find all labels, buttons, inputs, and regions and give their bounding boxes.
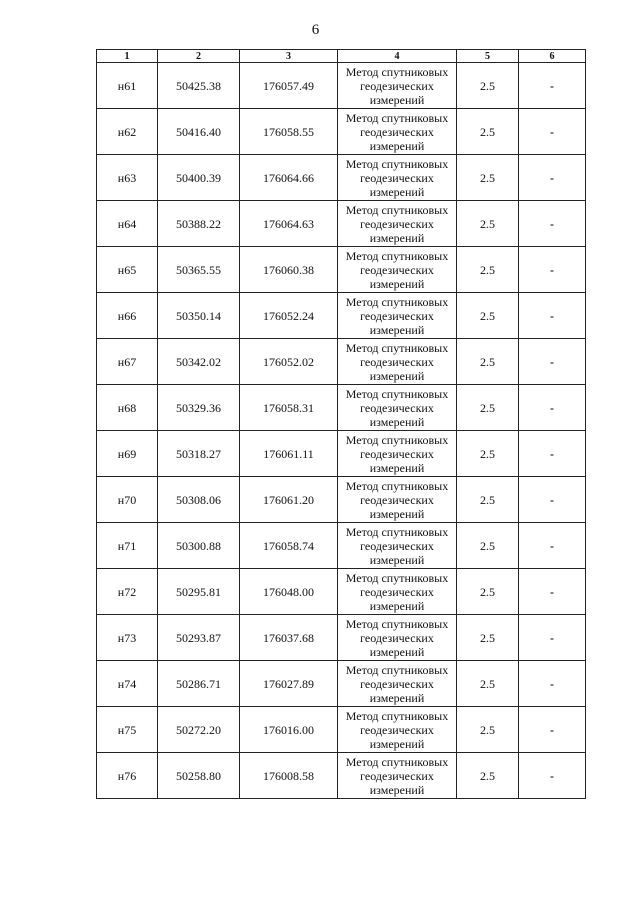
note-cell: -	[519, 155, 586, 201]
point-id-cell: н70	[97, 477, 158, 523]
note-cell: -	[519, 753, 586, 799]
x-coordinate-cell: 50400.39	[158, 155, 240, 201]
point-id-cell: н73	[97, 615, 158, 661]
point-id-cell: н64	[97, 201, 158, 247]
x-coordinate-cell: 50300.88	[158, 523, 240, 569]
y-coordinate-cell: 176037.68	[240, 615, 338, 661]
table-row	[97, 293, 586, 339]
method-cell: Метод спутниковых геодезических измерений	[338, 615, 457, 661]
table-header-row	[97, 50, 586, 63]
method-cell: Метод спутниковых геодезических измерений	[338, 707, 457, 753]
table-row	[97, 753, 586, 799]
x-coordinate-cell: 50318.27	[158, 431, 240, 477]
y-coordinate-cell: 176052.24	[240, 293, 338, 339]
note-cell: -	[519, 201, 586, 247]
accuracy-cell: 2.5	[457, 661, 519, 707]
table-row	[97, 707, 586, 753]
point-id-cell: н69	[97, 431, 158, 477]
method-cell: Метод спутниковых геодезических измерений	[338, 753, 457, 799]
table-row	[97, 477, 586, 523]
accuracy-cell: 2.5	[457, 615, 519, 661]
y-coordinate-cell: 176027.89	[240, 661, 338, 707]
note-cell: -	[519, 339, 586, 385]
x-coordinate-cell: 50350.14	[158, 293, 240, 339]
table-row	[97, 109, 586, 155]
method-cell: Метод спутниковых геодезических измерений	[338, 247, 457, 293]
y-coordinate-cell: 176008.58	[240, 753, 338, 799]
note-cell: -	[519, 431, 586, 477]
accuracy-cell: 2.5	[457, 477, 519, 523]
method-cell: Метод спутниковых геодезических измерений	[338, 385, 457, 431]
accuracy-cell: 2.5	[457, 753, 519, 799]
accuracy-cell: 2.5	[457, 385, 519, 431]
method-cell: Метод спутниковых геодезических измерений	[338, 661, 457, 707]
method-cell: Метод спутниковых геодезических измерений	[338, 293, 457, 339]
accuracy-cell: 2.5	[457, 293, 519, 339]
table-row	[97, 63, 586, 109]
point-id-cell: н66	[97, 293, 158, 339]
note-cell: -	[519, 293, 586, 339]
x-coordinate-cell: 50308.06	[158, 477, 240, 523]
note-cell: -	[519, 707, 586, 753]
column-header: 6	[519, 50, 586, 63]
y-coordinate-cell: 176057.49	[240, 63, 338, 109]
y-coordinate-cell: 176064.66	[240, 155, 338, 201]
note-cell: -	[519, 477, 586, 523]
x-coordinate-cell: 50365.55	[158, 247, 240, 293]
point-id-cell: н75	[97, 707, 158, 753]
accuracy-cell: 2.5	[457, 63, 519, 109]
y-coordinate-cell: 176052.02	[240, 339, 338, 385]
method-cell: Метод спутниковых геодезических измерений	[338, 155, 457, 201]
point-id-cell: н71	[97, 523, 158, 569]
note-cell: -	[519, 109, 586, 155]
x-coordinate-cell: 50272.20	[158, 707, 240, 753]
point-id-cell: н63	[97, 155, 158, 201]
method-cell: Метод спутниковых геодезических измерений	[338, 431, 457, 477]
column-header: 1	[97, 50, 158, 63]
y-coordinate-cell: 176058.74	[240, 523, 338, 569]
y-coordinate-cell: 176061.20	[240, 477, 338, 523]
x-coordinate-cell: 50293.87	[158, 615, 240, 661]
method-cell: Метод спутниковых геодезических измерений	[338, 201, 457, 247]
method-cell: Метод спутниковых геодезических измерений	[338, 339, 457, 385]
table-row	[97, 201, 586, 247]
table-row	[97, 661, 586, 707]
note-cell: -	[519, 523, 586, 569]
method-cell: Метод спутниковых геодезических измерений	[338, 569, 457, 615]
y-coordinate-cell: 176060.38	[240, 247, 338, 293]
table-row	[97, 339, 586, 385]
accuracy-cell: 2.5	[457, 201, 519, 247]
point-id-cell: н67	[97, 339, 158, 385]
x-coordinate-cell: 50286.71	[158, 661, 240, 707]
point-id-cell: н61	[97, 63, 158, 109]
note-cell: -	[519, 569, 586, 615]
table-row	[97, 247, 586, 293]
point-id-cell: н62	[97, 109, 158, 155]
accuracy-cell: 2.5	[457, 523, 519, 569]
page-number: 6	[311, 22, 320, 38]
accuracy-cell: 2.5	[457, 707, 519, 753]
column-header: 2	[158, 50, 240, 63]
x-coordinate-cell: 50388.22	[158, 201, 240, 247]
x-coordinate-cell: 50295.81	[158, 569, 240, 615]
note-cell: -	[519, 247, 586, 293]
accuracy-cell: 2.5	[457, 569, 519, 615]
y-coordinate-cell: 176064.63	[240, 201, 338, 247]
column-header: 4	[338, 50, 457, 63]
note-cell: -	[519, 615, 586, 661]
method-cell: Метод спутниковых геодезических измерений	[338, 477, 457, 523]
x-coordinate-cell: 50342.02	[158, 339, 240, 385]
table-row	[97, 155, 586, 201]
x-coordinate-cell: 50425.38	[158, 63, 240, 109]
column-header: 3	[240, 50, 338, 63]
method-cell: Метод спутниковых геодезических измерений	[338, 523, 457, 569]
point-id-cell: н76	[97, 753, 158, 799]
accuracy-cell: 2.5	[457, 109, 519, 155]
point-id-cell: н72	[97, 569, 158, 615]
point-id-cell: н65	[97, 247, 158, 293]
point-id-cell: н74	[97, 661, 158, 707]
table-row	[97, 385, 586, 431]
x-coordinate-cell: 50416.40	[158, 109, 240, 155]
accuracy-cell: 2.5	[457, 247, 519, 293]
y-coordinate-cell: 176048.00	[240, 569, 338, 615]
note-cell: -	[519, 661, 586, 707]
method-cell: Метод спутниковых геодезических измерений	[338, 63, 457, 109]
table-body	[97, 63, 586, 799]
x-coordinate-cell: 50329.36	[158, 385, 240, 431]
x-coordinate-cell: 50258.80	[158, 753, 240, 799]
accuracy-cell: 2.5	[457, 339, 519, 385]
table-row	[97, 569, 586, 615]
y-coordinate-cell: 176058.31	[240, 385, 338, 431]
y-coordinate-cell: 176016.00	[240, 707, 338, 753]
note-cell: -	[519, 385, 586, 431]
y-coordinate-cell: 176058.55	[240, 109, 338, 155]
coordinates-table	[96, 49, 586, 799]
accuracy-cell: 2.5	[457, 155, 519, 201]
y-coordinate-cell: 176061.11	[240, 431, 338, 477]
note-cell: -	[519, 63, 586, 109]
table-row	[97, 431, 586, 477]
table-row	[97, 523, 586, 569]
method-cell: Метод спутниковых геодезических измерений	[338, 109, 457, 155]
accuracy-cell: 2.5	[457, 431, 519, 477]
point-id-cell: н68	[97, 385, 158, 431]
column-header: 5	[457, 50, 519, 63]
table-row	[97, 615, 586, 661]
